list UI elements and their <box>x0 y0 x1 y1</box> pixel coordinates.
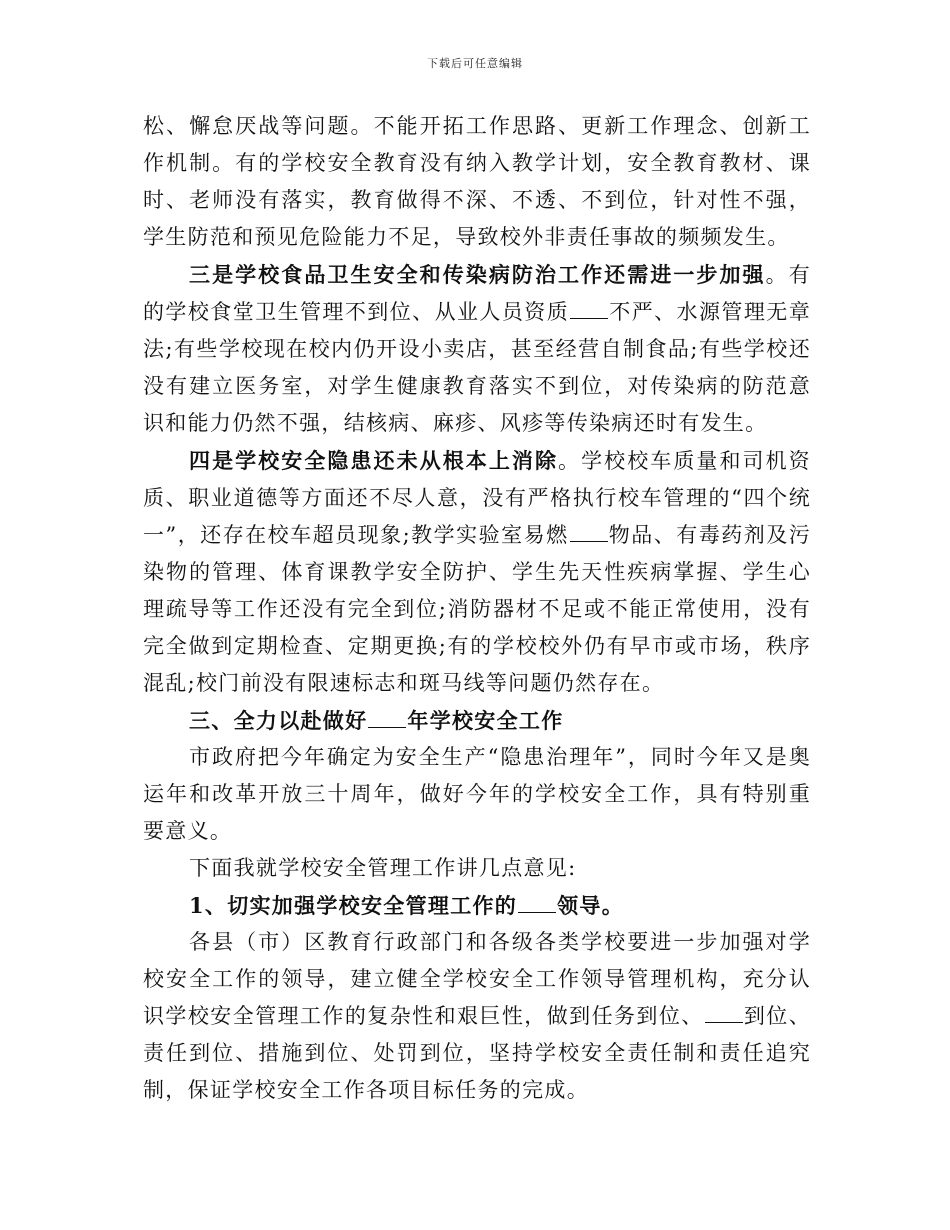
paragraph-government-year <box>143 739 811 850</box>
paragraph-text: 市政府把今年确定为安全生产“隐患治理年”，同时今年又是奥运年和改革开放三十周年，做好今年的学校安全工作，具有特别重要意义。 <box>143 745 811 843</box>
heading-text: 年学校安全工作 <box>407 708 564 733</box>
paragraph-text: 松、懈怠厌战等问题。不能开拓工作思路、更新工作理念、创新工作机制。有的学校安全教育没有纳入教学计划，安全教育教材、课时、老师没有落实，教育做得不深、不透、不到位，针对性不强，学生防范和预见危险能力不足，导致校外非责任事故的频频发生。 <box>143 114 811 249</box>
fill-blank <box>570 300 608 319</box>
document-body <box>143 108 811 1109</box>
paragraph-text: 不严、水源管理无章法;有些学校现在校内仍开设小卖店，甚至经营自制食品;有些学校还没有建立医务室，对学生健康教育落实不到位，对传染病的防范意识和能力仍然不强，结核病、麻疹、风疹等传染病还时有发生。 <box>143 300 811 435</box>
paragraph-text: 到位、责任到位、措施到位、处罚到位，坚持学校安全责任制和责任追究制，保证学校安全工作各项目标任务的完成。 <box>143 1004 812 1102</box>
fill-blank <box>368 709 406 728</box>
fill-blank <box>570 523 608 542</box>
section-heading-three <box>143 702 811 739</box>
paragraph-lead: 三是学校食品卫生安全和传染病防治工作还需进一步加强 <box>189 262 766 287</box>
paragraph-food-safety <box>143 256 811 442</box>
heading-text: 三、全力以赴做好 <box>189 708 368 733</box>
paragraph-text: 各县（市）区教育行政部门和各级各类学校要进一步加强对学校安全工作的领导，建立健全学校安全工作领导管理机构，充分认识学校安全管理工作的复杂性和艰巨性，做到任务到位、 <box>143 930 811 1028</box>
paragraph-problems-continued <box>143 108 811 256</box>
subheading-one <box>143 887 811 924</box>
heading-text: 1、切实加强学校安全管理工作的 <box>189 893 518 918</box>
paragraph-text: 。有的学校食堂卫生管理不到位、从业人员资质 <box>143 263 811 324</box>
heading-text: 领导。 <box>557 893 625 918</box>
fill-blank <box>518 894 556 913</box>
paragraph-leadership <box>143 924 811 1109</box>
fill-blank <box>705 1004 743 1023</box>
paragraph-text: 。学校校车质量和司机资质、职业道德等方面还不尽人意，没有严格执行校车管理的“四个统一”，还存在校车超员现象;教学实验室易燃 <box>143 449 811 547</box>
page-header: 下载后可任意编辑 <box>427 57 523 70</box>
paragraph-text: 下面我就学校安全管理工作讲几点意见: <box>189 856 577 880</box>
paragraph-lead: 四是学校安全隐患还未从根本上消除 <box>189 448 559 473</box>
paragraph-hazards <box>143 442 811 702</box>
paragraph-text: 物品、有毒药剂及污染物的管理、体育课教学安全防护、学生先天性疾病掌握、学生心理疏导等工作还没有完全到位;消防器材不足或不能正常使用，没有完全做到定期检查、定期更换;有的学校校外仍有早市或市场，秩序混乱;校门前没有限速标志和斑马线等问题仍然存在。 <box>143 523 811 695</box>
paragraph-intro-opinions <box>143 850 811 887</box>
